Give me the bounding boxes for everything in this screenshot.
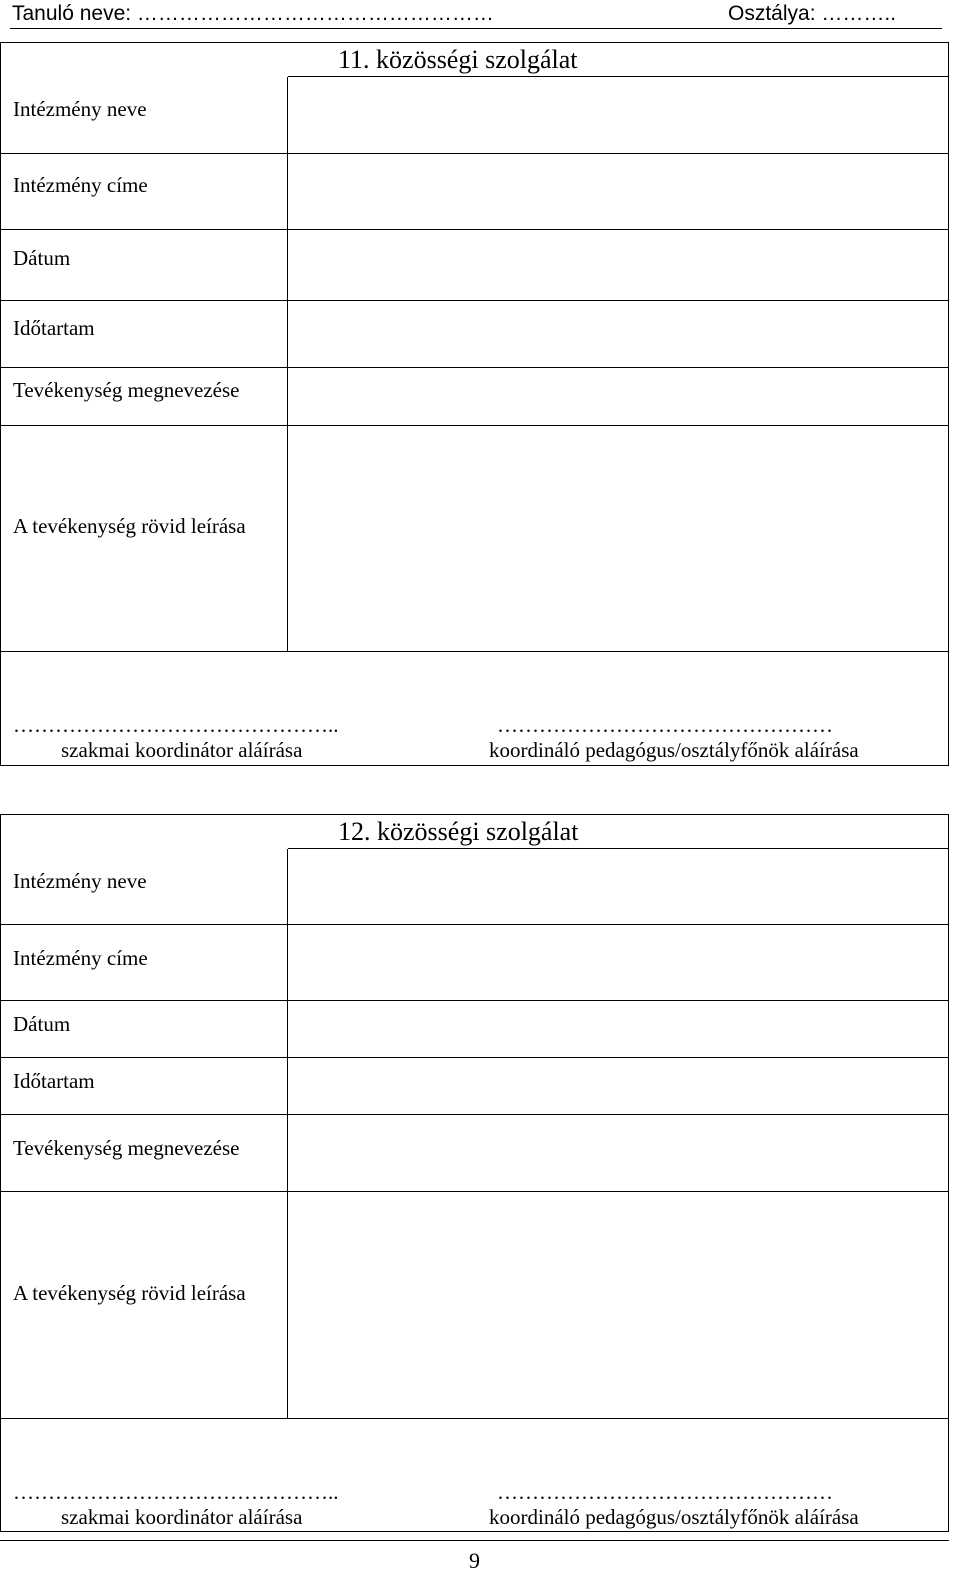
form-title: 11. közösségi szolgálat [288,43,948,77]
activity-name-label: Tevékenység megnevezése [13,1136,240,1160]
institution-name-label: Intézmény neve [13,869,147,893]
page-footer [0,1540,949,1580]
duration-label: Időtartam [13,1069,95,1093]
activity-description-label: A tevékenység rövid leírása [13,1281,246,1305]
page-number: 9 [469,1548,480,1573]
activity-description-label: A tevékenység rövid leírása [13,514,246,538]
institution-name-label: Intézmény neve [13,97,147,121]
institution-name-input[interactable] [288,77,948,153]
date-label: Dátum [13,246,71,270]
coordinator-signature-label: szakmai koordinátor aláírása [61,738,303,762]
row-divider [1,1418,948,1419]
activity-name-input[interactable] [288,368,948,425]
coordinator-signature-label: szakmai koordinátor aláírása [61,1505,303,1529]
activity-name-input[interactable] [288,1115,948,1191]
teacher-signature-label: koordináló pedagógus/osztályfőnök aláírása [489,1505,859,1529]
institution-address-input[interactable] [288,154,948,229]
date-label: Dátum [13,1012,71,1036]
class-field[interactable]: Osztálya: ……….. [728,2,897,25]
activity-description-input[interactable] [288,426,948,651]
institution-address-label: Intézmény címe [13,173,148,197]
activity-name-label: Tevékenység megnevezése [13,378,240,402]
institution-address-label: Intézmény címe [13,946,148,970]
service-form-12 [0,814,949,1532]
teacher-signature-line[interactable]: ………………………………………… [497,1480,833,1504]
teacher-signature-line[interactable]: ………………………………………… [497,713,833,737]
teacher-signature-label: koordináló pedagógus/osztályfőnök aláírása [489,738,859,762]
date-input[interactable] [288,230,948,300]
student-name-field[interactable]: Tanuló neve: …………………………………………… [12,2,494,25]
coordinator-signature-line[interactable]: ……………………………………….. [13,1480,339,1504]
activity-description-input[interactable] [288,1192,948,1418]
page-header [10,0,942,29]
duration-input[interactable] [288,1058,948,1114]
institution-name-input[interactable] [288,849,948,924]
duration-label: Időtartam [13,316,95,340]
service-form-11 [0,42,949,766]
coordinator-signature-line[interactable]: ……………………………………….. [13,713,339,737]
form-title: 12. közösségi szolgálat [288,815,948,849]
date-input[interactable] [288,1001,948,1057]
institution-address-input[interactable] [288,925,948,1000]
row-divider [1,651,948,652]
duration-input[interactable] [288,301,948,367]
